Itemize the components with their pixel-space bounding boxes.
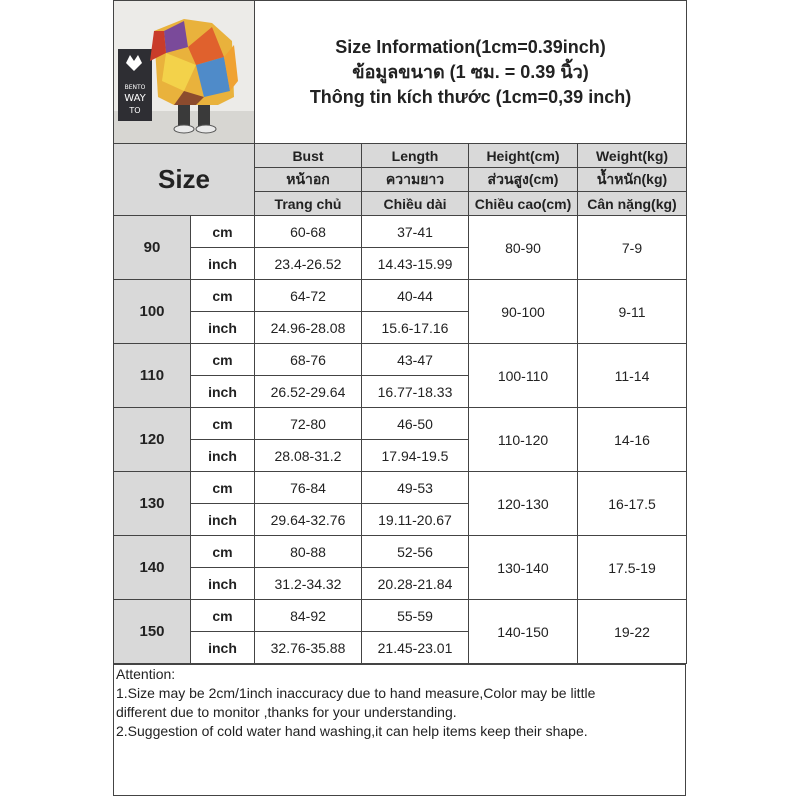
- product-photo-illustration: [114, 1, 254, 143]
- size-label: 140: [114, 536, 191, 600]
- unit-inch-label: inch: [191, 312, 255, 344]
- table-row: [114, 344, 687, 376]
- product-photo: [114, 1, 255, 144]
- title-english: Size Information(1cm=0.39inch): [335, 36, 606, 57]
- weight-header-en: Weight(kg): [578, 144, 687, 168]
- bust-cm-cell: 68-76: [255, 344, 362, 376]
- height-header-en: Height(cm): [469, 144, 578, 168]
- size-label: 100: [114, 280, 191, 344]
- height-cell: 100-110: [469, 344, 578, 408]
- height-cell: 120-130: [469, 472, 578, 536]
- size-label: 120: [114, 408, 191, 472]
- unit-cm-label: cm: [191, 600, 255, 632]
- table-row: [114, 472, 687, 504]
- bust-inch-cell: 31.2-34.32: [255, 568, 362, 600]
- length-inch-cell: 19.11-20.67: [362, 504, 469, 536]
- unit-cm-label: cm: [191, 280, 255, 312]
- height-cell: 130-140: [469, 536, 578, 600]
- bust-cm-cell: 76-84: [255, 472, 362, 504]
- sign-line-2: WAY: [124, 93, 146, 104]
- length-cm-cell: 46-50: [362, 408, 469, 440]
- weight-header-vi: Cân nặng(kg): [578, 192, 687, 216]
- bust-cm-cell: 60-68: [255, 216, 362, 248]
- length-cm-cell: 37-41: [362, 216, 469, 248]
- length-header-vi: Chiều dài: [362, 192, 469, 216]
- weight-header-th: น้ำหนัก(kg): [578, 168, 687, 192]
- unit-cm-label: cm: [191, 344, 255, 376]
- size-label: 130: [114, 472, 191, 536]
- size-info-title: [255, 1, 687, 144]
- length-inch-cell: 17.94-19.5: [362, 440, 469, 472]
- bust-cm-cell: 80-88: [255, 536, 362, 568]
- note-line-2: different due to monitor ,thanks for your understanding.: [116, 704, 457, 720]
- weight-cell: 16-17.5: [578, 472, 687, 536]
- bust-header-vi: Trang chủ: [255, 192, 362, 216]
- length-inch-cell: 20.28-21.84: [362, 568, 469, 600]
- length-inch-cell: 14.43-15.99: [362, 248, 469, 280]
- unit-inch-label: inch: [191, 504, 255, 536]
- note-line-3: 2.Suggestion of cold water hand washing,it can help items keep their shape.: [116, 723, 588, 739]
- unit-cm-label: cm: [191, 408, 255, 440]
- title-vietnamese: Thông tin kích thước (1cm=0,39 inch): [309, 86, 632, 107]
- length-header-th: ความยาว: [362, 168, 469, 192]
- unit-inch-label: inch: [191, 376, 255, 408]
- unit-inch-label: inch: [191, 632, 255, 664]
- length-inch-cell: 15.6-17.16: [362, 312, 469, 344]
- length-cm-cell: 40-44: [362, 280, 469, 312]
- height-header-vi: Chiều cao(cm): [469, 192, 578, 216]
- sign-line-3: TO: [129, 106, 141, 115]
- size-table: [113, 0, 687, 664]
- bust-header-en: Bust: [255, 144, 362, 168]
- table-row: [114, 536, 687, 568]
- height-cell: 80-90: [469, 216, 578, 280]
- height-cell: 110-120: [469, 408, 578, 472]
- length-cm-cell: 52-56: [362, 536, 469, 568]
- size-chart: [113, 0, 686, 800]
- height-cell: 90-100: [469, 280, 578, 344]
- notes-table: [113, 664, 686, 796]
- size-label: 90: [114, 216, 191, 280]
- bust-cm-cell: 72-80: [255, 408, 362, 440]
- table-row: [114, 280, 687, 312]
- bust-cm-cell: 84-92: [255, 600, 362, 632]
- size-column-header: Size: [114, 144, 255, 216]
- attention-notes: [114, 665, 686, 796]
- title-thai: ข้อมูลขนาด (1 ซม. = 0.39 นิ้ว): [352, 61, 589, 82]
- length-cm-cell: 49-53: [362, 472, 469, 504]
- weight-cell: 11-14: [578, 344, 687, 408]
- bust-inch-cell: 26.52-29.64: [255, 376, 362, 408]
- table-row: [114, 600, 687, 632]
- bust-cm-cell: 64-72: [255, 280, 362, 312]
- weight-cell: 14-16: [578, 408, 687, 472]
- bust-inch-cell: 23.4-26.52: [255, 248, 362, 280]
- height-header-th: ส่วนสูง(cm): [469, 168, 578, 192]
- bust-inch-cell: 29.64-32.76: [255, 504, 362, 536]
- length-inch-cell: 16.77-18.33: [362, 376, 469, 408]
- bust-header-th: หน้าอก: [255, 168, 362, 192]
- length-cm-cell: 43-47: [362, 344, 469, 376]
- weight-cell: 7-9: [578, 216, 687, 280]
- size-label: 150: [114, 600, 191, 664]
- table-row: [114, 216, 687, 248]
- weight-cell: 9-11: [578, 280, 687, 344]
- note-line-1: 1.Size may be 2cm/1inch inaccuracy due to hand measure,Color may be little: [116, 685, 596, 701]
- sign-line-1: BENTO: [124, 84, 146, 91]
- bust-inch-cell: 24.96-28.08: [255, 312, 362, 344]
- bust-inch-cell: 32.76-35.88: [255, 632, 362, 664]
- height-cell: 140-150: [469, 600, 578, 664]
- length-inch-cell: 21.45-23.01: [362, 632, 469, 664]
- weight-cell: 19-22: [578, 600, 687, 664]
- unit-inch-label: inch: [191, 440, 255, 472]
- unit-cm-label: cm: [191, 216, 255, 248]
- length-header-en: Length: [362, 144, 469, 168]
- weight-cell: 17.5-19: [578, 536, 687, 600]
- bust-inch-cell: 28.08-31.2: [255, 440, 362, 472]
- unit-cm-label: cm: [191, 536, 255, 568]
- unit-inch-label: inch: [191, 248, 255, 280]
- note-heading: Attention:: [116, 666, 176, 682]
- unit-inch-label: inch: [191, 568, 255, 600]
- table-row: [114, 408, 687, 440]
- length-cm-cell: 55-59: [362, 600, 469, 632]
- size-label: 110: [114, 344, 191, 408]
- unit-cm-label: cm: [191, 472, 255, 504]
